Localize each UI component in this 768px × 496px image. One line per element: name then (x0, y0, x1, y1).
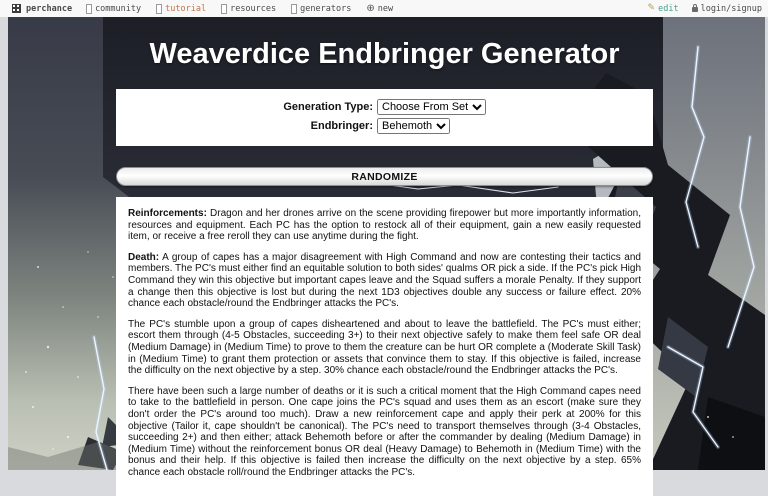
nav-item-new[interactable] (366, 4, 393, 14)
login-link-label: login/signup (700, 3, 762, 14)
nav-item-label: generators (300, 3, 352, 14)
generation-type-select[interactable] (377, 99, 486, 115)
login-signup-link[interactable] (692, 4, 762, 14)
result-paragraph: There have been such a large number of deaths or it is such a critical moment that the High Command capes need to take to the battlefield in person. One cape joins the PC's squad and uses them as an escort (make sure they don't order the PC's around too much). Draw a new reinforcement cape and apply their perk at 200% for this objective (Tailor it, cape shouldn't be canonical). The PC's need to transport themselves through (3-4 Obstacles, succeeding 2+) and then either; attack Behemoth before or after the commander by dealing (Medium Damage) in (Medium Time) without the reinforcement bonus OR deal (Heavy Damage) to Behemoth in (Medium Time) with the bonus and their help. If this objective is failed then increase the difficulty on the next objective by a step. 65% chance each obstacle roll/round the Endbringer attacks the PC's. (128, 385, 641, 478)
endbringer-label: Endbringer: (310, 120, 373, 132)
nav-item-community[interactable] (86, 4, 141, 14)
generation-type-label: Generation Type: (283, 101, 373, 113)
content-column (116, 17, 653, 496)
navbar-right (648, 4, 762, 14)
result-paragraph: The PC's stumble upon a group of capes disheartened and about to leave the battlefield. The PC's must either; escort them through (4-5 Obstacles, succeeding 3+) to their next objective safely to make them feel safe OR deal (Medium Damage) in (Medium Time) to prove to them the creature can be hurt OR complete a (Moderate Skill Task) in (Medium Time) to grant them protection or assets that convince them to stay. If this objective is failed, increase the difficulty on the next objective by a step. 30% chance each obstacle/round the Endbringer attacks the PC's. (128, 318, 641, 377)
doc-icon (156, 4, 162, 14)
doc-icon (221, 4, 227, 14)
top-navbar (0, 0, 768, 17)
doc-icon (291, 4, 297, 14)
results-panel (116, 197, 653, 496)
plus-circle-icon: ⊕ (366, 2, 375, 14)
generator-options-panel (116, 89, 653, 146)
pencil-icon: ✎ (647, 3, 656, 13)
nav-item-tutorial[interactable] (156, 4, 206, 14)
edit-link-label: edit (658, 3, 679, 14)
doc-icon (86, 4, 92, 14)
page-title: Weaverdice Endbringer Generator (149, 38, 620, 70)
result-paragraph: Death: A group of capes has a major disagreement with High Command and now are contesting their tactics and members. The PC's must either find an equitable solution to both sides' qualms OR pick a side. If the PC's pick High Command they win this objective but important capes leave and the Squad suffers a morale Penalty. If they support a change then this objective is lost but during the next 1D3 objectives double any success or failure effect. 20% chance each obstacle/round the Endbringer attacks the PC's. (128, 251, 642, 310)
nav-item-label: resources (230, 3, 277, 14)
result-paragraph: Reinforcements: Dragon and her drones arrive on the scene providing firepower but more importantly information, resources and equipment. Each PC has the option to restock all of their equipment, gain a new easily requested item, or receive a free reroll they can use anytime during the fight. (128, 208, 642, 243)
nav-item-label: community (95, 3, 142, 14)
navbar-links (86, 4, 408, 14)
edit-link[interactable] (648, 4, 679, 14)
brand-link[interactable]: perchance (26, 3, 73, 14)
nav-item-label: new (377, 3, 394, 14)
result-paragraph-lead: Death: (128, 251, 160, 263)
nav-item-resources[interactable] (221, 4, 276, 14)
randomize-button[interactable]: RANDOMIZE (116, 167, 653, 186)
generation-type-row (116, 99, 653, 115)
endbringer-select[interactable] (377, 118, 450, 134)
nav-item-label: tutorial (165, 3, 207, 14)
nav-item-generators[interactable] (291, 4, 351, 14)
perchance-logo-icon[interactable] (12, 4, 21, 13)
lock-icon (692, 7, 698, 12)
endbringer-row (116, 118, 653, 134)
result-paragraph-lead: Reinforcements: (128, 208, 207, 219)
